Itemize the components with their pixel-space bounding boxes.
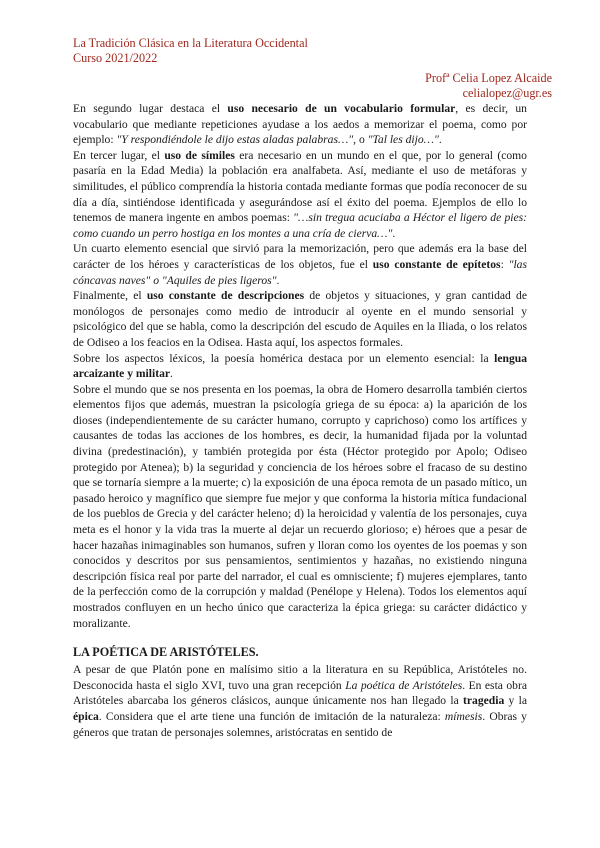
- paragraph-descripciones: Finalmente, el uso constante de descripciones de objetos y situaciones, y gran cantidad de monólogos de personajes como medio de introducir al oyente en el mundo sensorial y psicológico del que se habla, como la descripción del escudo de Aquiles en la Iliada, o los relatos de Odiseo a los feacios en la Odisea. Hasta aquí, los aspectos formales.: [73, 289, 527, 349]
- emphasis: lengua arcaizante y militar: [73, 351, 527, 381]
- course-year: Curso 2021/2022: [73, 51, 158, 65]
- emphasis: uso constante de epítetos: [372, 257, 501, 271]
- header-left: [73, 36, 308, 66]
- paragraph-epitetos: Un cuarto elemento esencial que sirvió para la memorización, pero que además era la base del carácter de los héroes y características de los objetos, fue el uso constante de epítetos: "las cóncavas naves" o "Aquiles de pies ligeros".: [73, 242, 527, 287]
- emphasis: uso constante de descripciones: [146, 289, 305, 303]
- section-title: LA POÉTICA DE ARISTÓTELES.: [73, 645, 259, 660]
- author-name: Profª Celia Lopez Alcaide: [425, 71, 552, 85]
- term: mímesis: [444, 709, 483, 723]
- document-body: [73, 101, 527, 740]
- emphasis: épica: [73, 709, 99, 723]
- quote: "…sin tregua acuciaba a Héctor el ligero de pies: como cuando un perro hostiga en los montes a una cría de cierva…": [73, 211, 527, 240]
- quote: "Y respondiéndole le dijo estas aladas palabras…": [116, 133, 354, 147]
- work-title: La poética de Aristóteles: [345, 678, 463, 692]
- quote: "las cóncavas naves" o "Aquiles de pies ligeros": [73, 257, 527, 287]
- emphasis: uso de símiles: [164, 148, 235, 162]
- header-right: [425, 71, 552, 101]
- paragraph-poetica: A pesar de que Platón pone en malísimo sitio a la literatura en su República, Aristóteles no. Desconocida hasta el siglo XVI, tuvo una gran recepción La poética de Aristóteles. En esta obra Aristóteles abarcaba los géneros clásicos, aunque únicamente nos han llegado la tragedia y la épica. Considera que el arte tiene una función de imitación de la naturaleza: mímesis. Obras y géneros que tratan de personajes solemnes, aristócratas en sentido de: [73, 663, 527, 739]
- course-title: La Tradición Clásica en la Literatura Occidental: [73, 36, 308, 50]
- paragraph-mundo-homerico: Sobre el mundo que se nos presenta en los poemas, la obra de Homero desarrolla también ciertos elementos fijos que además, muestran la psicología griega de su época: a) la aparición de los dioses (independientemente de su carácter humano, corrupto y caprichoso) como los artífices y causantes de todas las acciones de los hombres, es decir, la humanidad fijada por la voluntad divina (predestinación), y también protegida por ésta (Héctor protegido por Apolo; Odiseo protegido por Atenea); b) la seguridad y conciencia de los héroes sobre el fracaso de su destino que se tornaría siempre a la muerte; c) la exposición de una época remota de un pasado mítico, un pasado heroico y magnífico que siempre fue mejor y que conforma la historia mítica fundacional de los pueblos de Grecia y del carácter heleno; d) la heroicidad y valentía de los personajes, cuya meta es el honor y la vida tras la muerte al dejar un recuerdo glorioso; e) héroes que a pesar de hacer hazañas inimaginables son humanos, sufren y lloran como los oyentes de los poemas y son conocidos y descritos por sus pensamientos, sentimientos y hazañas, no existiendo ninguna descripción física real por parte del narrador, el cual es omnisciente; f) mujeres ejemplares, tanto de la perfección como de la corrupción y maldad (Penélope y Helena). Todos los elementos aquí mostrados confluyen en un hecho único que caracteriza la épica griega: su carácter didáctico y moralizante.: [73, 382, 527, 630]
- paragraph-vocabulario-formular: En segundo lugar destaca el uso necesario de un vocabulario formular, es decir, un vocabulario que mediante repeticiones ayudase a los aedos a memorizar el poema, como por ejemplo: "Y respondiéndole le dijo estas aladas palabras…", o "Tal les dijo…".: [73, 102, 527, 147]
- author-email: celialopez@ugr.es: [462, 86, 552, 100]
- paragraph-similes: En tercer lugar, el uso de símiles era necesario en un mundo en el que, por lo general (como pasaría en la Edad Media) la población era analfabeta. Así, mediante el uso de metáforas y similitudes, el público comprendía la historia contada mediante formas que podía reconocer de su día a día, sintiéndose identificada y asegurándose así el éxito del poema. Ejemplos de ello lo tenemos de manera ingente en ambos poemas: "…sin tregua acuciaba a Héctor el ligero de pies: como cuando un perro hostiga en los montes a una cría de cierva…".: [73, 148, 527, 240]
- emphasis: tragedia: [463, 694, 505, 708]
- paragraph-lexico: Sobre los aspectos léxicos, la poesía homérica destaca por un elemento esencial: la lengua arcaizante y militar.: [73, 351, 527, 381]
- emphasis: uso necesario de un vocabulario formular: [227, 102, 456, 115]
- quote: "Tal les dijo…": [367, 133, 439, 147]
